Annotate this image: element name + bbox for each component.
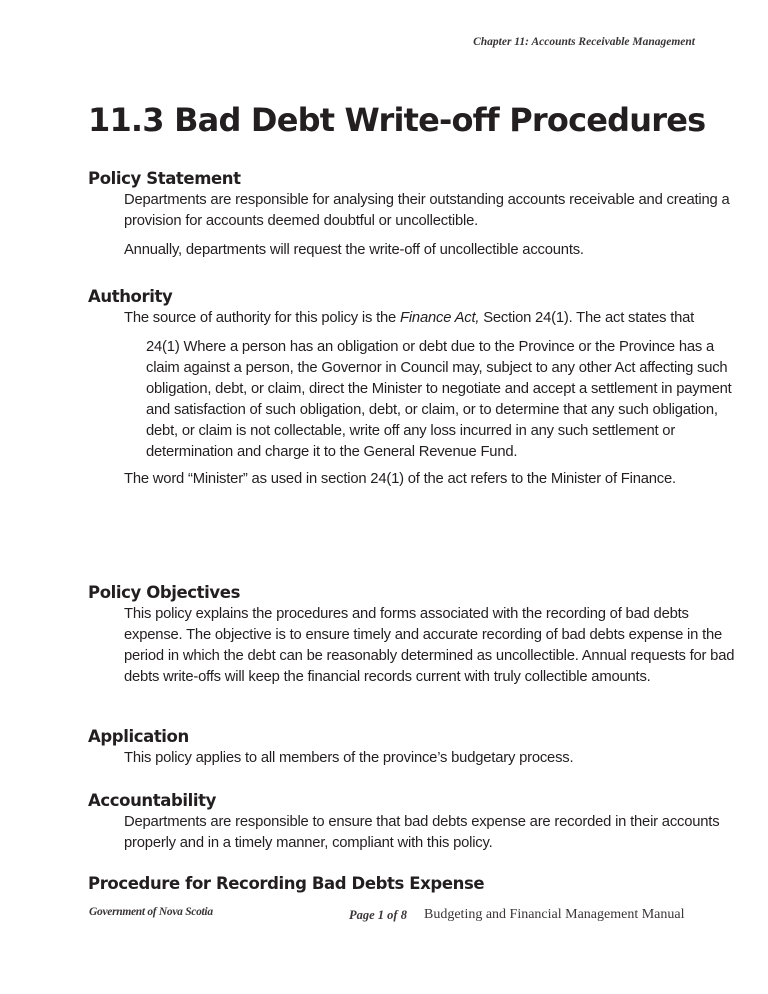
act-name: Finance Act,: [399, 310, 480, 326]
section-procedure: [88, 873, 728, 895]
text: The source of authority for this policy is the: [124, 310, 400, 326]
section-heading: Policy Objectives: [88, 583, 240, 602]
section-heading: Application: [88, 727, 189, 746]
section-policy-statement: [88, 168, 728, 261]
paragraph: This policy explains the procedures and forms associated with the recording of bad debts expense. The objective is to ensure timely and accurate recording of bad debts expense in the period in which the debt can be reasonably determined as uncollectible. Annual requests for bad debts write-offs will keep the financial records current with truly collectible amounts.: [124, 606, 735, 685]
section-authority: [88, 286, 732, 490]
footer-organization: Government of Nova Scotia: [89, 906, 213, 918]
section-heading: Procedure for Recording Bad Debts Expense: [88, 874, 485, 893]
paragraph: Annually, departments will request the write-off of uncollectible accounts.: [124, 242, 584, 258]
act-quote: 24(1) Where a person has an obligation or debt due to the Province or the Province has a claim against a person, the Governor in Council may, subject to any other Act affecting such obligation, debt, or claim, direct the Minister to negotiate and accept a settlement in payment and satisfaction of such obligation, debt, or claim, or to determine that any such obligation, debt, or claim is not collectable, write off any loss incurred in any such settlement or determination and charge it to the General Revenue Fund.: [146, 339, 732, 460]
section-application: [88, 726, 728, 769]
paragraph: [124, 308, 739, 329]
footer-manual-title: Budgeting and Financial Management Manual: [424, 907, 685, 922]
section-heading: Accountability: [88, 791, 217, 810]
page-title: 11.3 Bad Debt Write-off Procedures: [88, 101, 706, 139]
page-number: Page 1 of 8: [349, 908, 407, 922]
chapter-header: Chapter 11: Accounts Receivable Management: [473, 36, 695, 48]
section-policy-objectives: [88, 582, 735, 688]
paragraph: The word “Minister” as used in section 24(1) of the act refers to the Minister of Finance.: [124, 471, 676, 487]
paragraph: This policy applies to all members of the province’s budgetary process.: [124, 750, 574, 766]
text: Section 24(1). The act states that: [479, 310, 695, 326]
page-footer: [0, 906, 768, 926]
section-heading: Authority: [88, 287, 173, 306]
paragraph: Departments are responsible to ensure that bad debts expense are recorded in their accounts properly and in a timely manner, compliant with this policy.: [124, 814, 720, 851]
section-heading: Policy Statement: [88, 169, 241, 188]
section-accountability: [88, 790, 728, 854]
paragraph: Departments are responsible for analysing their outstanding accounts receivable and creating a provision for accounts deemed doubtful or uncollectible.: [124, 192, 730, 229]
